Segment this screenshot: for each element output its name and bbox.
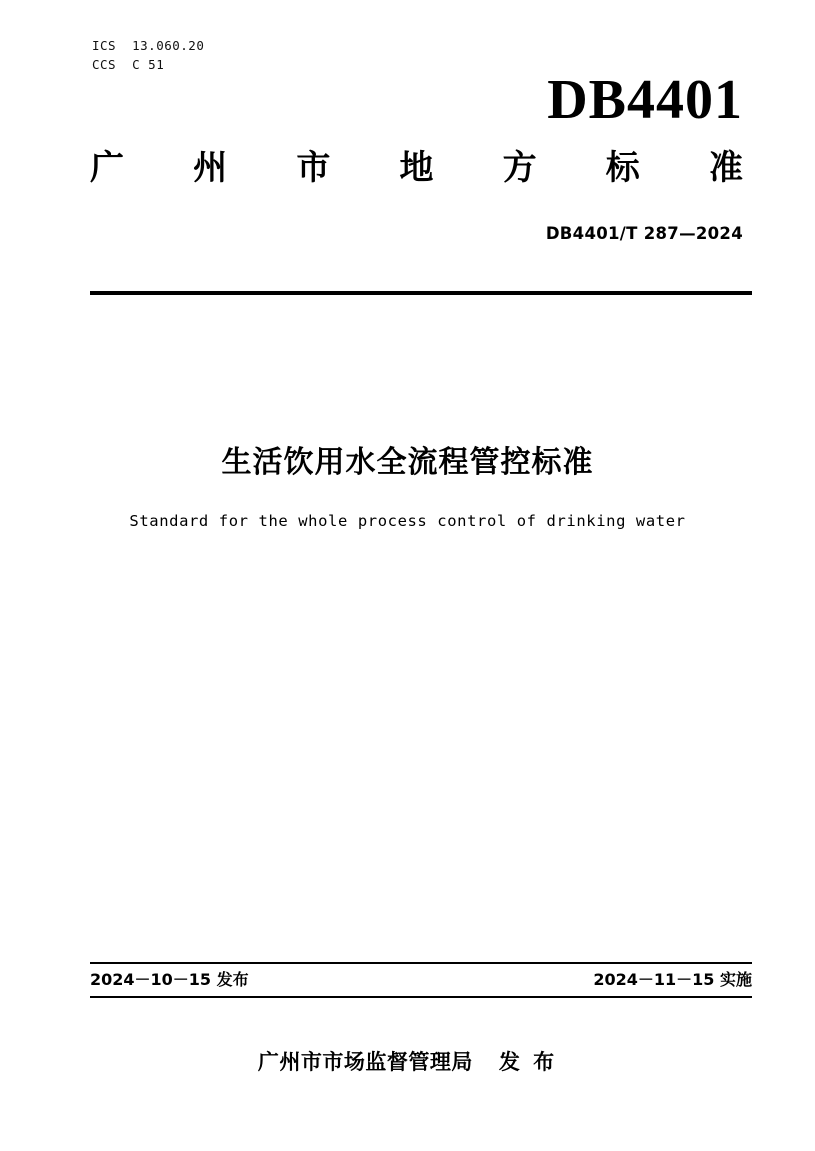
series-char-6: 标 (605, 148, 640, 188)
standard-logo-number: DB4401 (547, 69, 743, 131)
series-char-3: 市 (296, 148, 331, 188)
footer-date-row (90, 966, 752, 994)
standard-code: DB4401/T 287—2024 (545, 224, 743, 243)
issuing-authority (0, 1046, 815, 1076)
series-char-7: 准 (708, 148, 743, 188)
document-title-english: Standard for the whole process control of drinking water (129, 512, 686, 530)
document-title-chinese: 生活饮用水全流程管控标准 (221, 445, 594, 480)
series-char-2: 州 (193, 148, 228, 188)
series-char-5: 方 (502, 148, 537, 188)
standard-series-title (90, 146, 743, 190)
publish-label: 发 布 (498, 1050, 558, 1074)
footer-divider-bottom (90, 996, 752, 998)
ics-line: ICS 13.060.20 (92, 38, 205, 53)
footer-divider-top (90, 962, 752, 964)
issuer-name: 广州市市场监督管理局 (257, 1050, 473, 1074)
series-char-4: 地 (399, 148, 434, 188)
effective-date: 2024－11－15 实施 (593, 970, 752, 989)
series-char-1: 广 (90, 148, 124, 188)
header-divider (90, 291, 752, 295)
ccs-line: CCS C 51 (92, 57, 165, 72)
document-meta (92, 36, 204, 74)
issue-date: 2024－10－15 发布 (90, 970, 249, 989)
